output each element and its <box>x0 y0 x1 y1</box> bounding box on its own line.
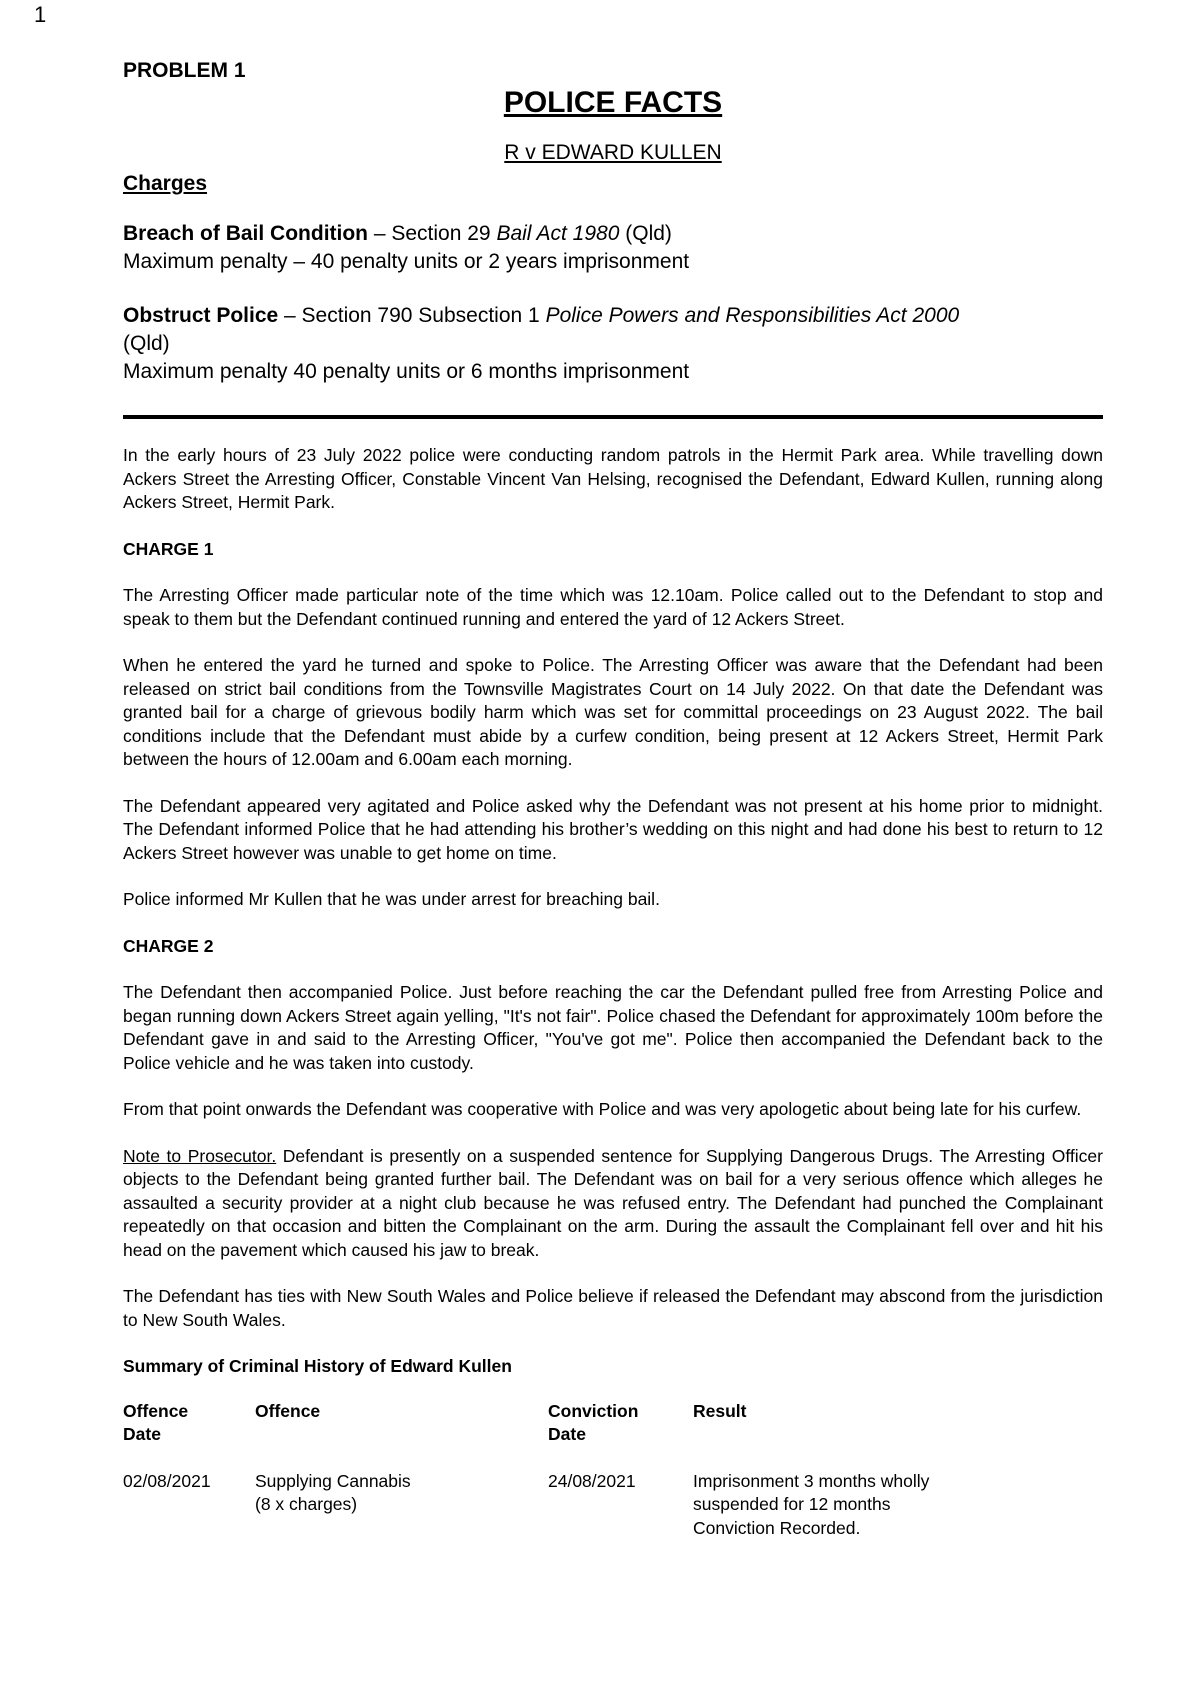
criminal-history-table <box>123 1400 993 1541</box>
charge-1-name: Breach of Bail Condition <box>123 222 369 245</box>
charge-2-jurisdiction: (Qld) <box>123 332 170 355</box>
case-name: R v EDWARD KULLEN <box>504 141 722 164</box>
charge-1-penalty: Maximum penalty – 40 penalty units or 2 years imprisonment <box>123 250 690 273</box>
charge-1-act: Bail Act 1980 <box>496 222 620 245</box>
column-header-offence-date: Offence Date <box>123 1400 189 1444</box>
note-to-prosecutor <box>123 1145 1103 1263</box>
column-header-conviction-date: Conviction Date <box>548 1400 639 1444</box>
note-text: Defendant is presently on a suspended sentence for Supplying Dangerous Drugs. The Arresting Officer objects to the Defendant being granted further bail. The Defendant was on bail for a very serious offence which alleges he assaulted a security provider at a night club because he was refused entry. The Defendant had punched the Complainant repeatedly on that occasion and bitten the Complainant on the arm. During the assault the Complainant fell over and hit his head on the pavement which caused his jaw to break. <box>123 1145 1103 1260</box>
charge-2-penalty: Maximum penalty 40 penalty units or 6 months imprisonment <box>123 360 690 383</box>
intro-paragraph: In the early hours of 23 July 2022 police were conducting random patrols in the Hermit Park area. While travelling down Ackers Street the Arresting Officer, Constable Vincent Van Helsing, recognised the Defendant, Edward Kullen, running along Ackers Street, Hermit Park. <box>123 445 1103 512</box>
charge-2-summary <box>123 302 1103 386</box>
column-header-result: Result <box>693 1400 747 1421</box>
charge-1-summary <box>123 220 1103 276</box>
charge-2-paragraph: From that point onwards the Defendant was cooperative with Police and was very apologetic about being late for his curfew. <box>123 1099 1082 1119</box>
table-row <box>123 1447 993 1541</box>
charge-1-paragraph: The Arresting Officer made particular note of the time which was 12.10am. Police called out to the Defendant to stop and speak to them but the Defendant continued running and entered the yard of 12 Ackers Street. <box>123 585 1103 629</box>
cell-conviction-date: 24/08/2021 <box>548 1470 636 1491</box>
charge-1-paragraph: The Defendant appeared very agitated and Police asked why the Defendant was not present at his home prior to midnight. The Defendant informed Police that he had attending his brother’s wedding on this night and had done his best to return to 12 Ackers Street however was unable to get home on time. <box>123 795 1103 863</box>
page-title: POLICE FACTS <box>503 86 723 119</box>
charge-1-paragraph: When he entered the yard he turned and spoke to Police. The Arresting Officer was aware that the Defendant had been released on strict bail conditions from the Townsville Magistrates Court on 14 July 2022. On that date the Defendant was granted bail for a charge of grievous bodily harm which was set for committal proceedings on 23 August 2022. The bail conditions include that the Defendant must abide by a curfew condition, being present at 12 Ackers Street, Hermit Park between the hours of 12.00am and 6.00am each morning. <box>123 655 1103 769</box>
charge-1-paragraph: Police informed Mr Kullen that he was under arrest for breaching bail. <box>123 889 660 909</box>
cell-result: Imprisonment 3 months wholly suspended for 12 months Conviction Recorded. <box>693 1470 930 1538</box>
nsw-paragraph: The Defendant has ties with New South Wales and Police believe if released the Defendant may abscond from the jurisdiction to New South Wales. <box>123 1286 1103 1330</box>
charge-2-section: – Section 790 Subsection 1 <box>278 304 546 327</box>
divider <box>123 415 1103 419</box>
charge-2-heading: CHARGE 2 <box>123 935 214 956</box>
charge-2-act: Police Powers and Responsibilities Act 2000 <box>545 304 960 327</box>
document-body <box>123 55 1103 1540</box>
cell-offence-date: 02/08/2021 <box>123 1470 211 1491</box>
history-heading: Summary of Criminal History of Edward Kullen <box>123 1356 512 1376</box>
cell-offence: Supplying Cannabis (8 x charges) <box>255 1470 411 1514</box>
note-label: Note to Prosecutor. <box>123 1145 277 1166</box>
charges-heading: Charges <box>123 172 208 195</box>
charge-1-section: – Section 29 <box>368 222 497 245</box>
problem-label: PROBLEM 1 <box>123 59 246 82</box>
charge-2-name: Obstruct Police <box>123 304 279 327</box>
column-header-offence: Offence <box>255 1400 321 1421</box>
table-header-row <box>123 1400 993 1447</box>
charge-1-heading: CHARGE 1 <box>123 538 214 559</box>
charge-1-jurisdiction: (Qld) <box>619 222 672 245</box>
charge-2-paragraph: The Defendant then accompanied Police. Just before reaching the car the Defendant pulled free from Arresting Police and began running down Ackers Street again yelling, "It's not fair". Police chased the Defendant for approximately 100m before the Defendant gave in and said to the Arresting Officer, "You've got me". Police then accompanied the Defendant back to the Police vehicle and he was taken into custody. <box>123 982 1103 1073</box>
page-number: 1 <box>34 2 47 27</box>
